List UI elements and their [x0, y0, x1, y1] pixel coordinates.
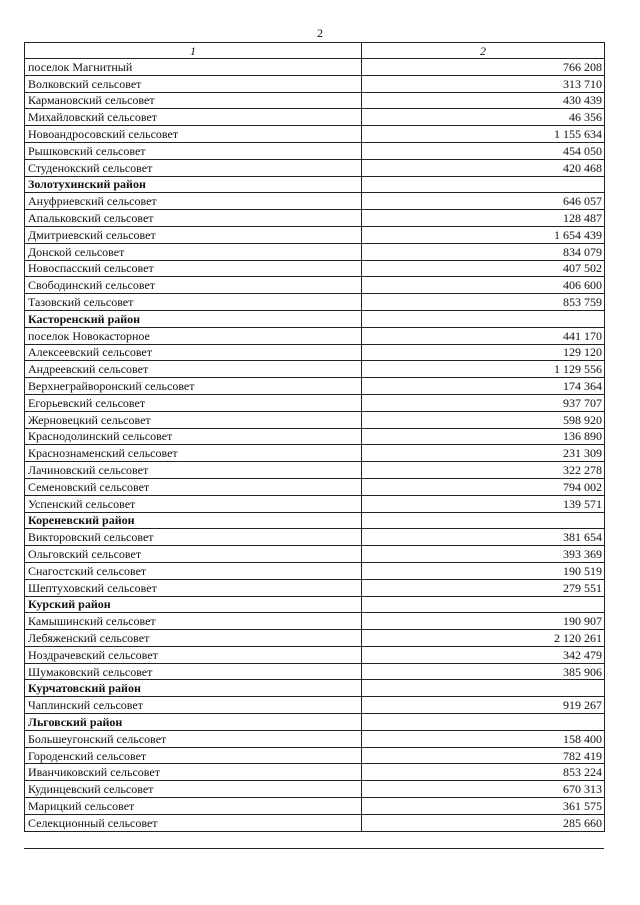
table-row	[25, 260, 605, 277]
amount-value: 174 364	[362, 378, 605, 395]
page-number: 2	[317, 26, 323, 40]
column-number-2: 2	[362, 43, 605, 59]
municipality-name: Новоандросовский сельсовет	[25, 126, 362, 143]
table-row	[25, 142, 605, 159]
municipality-name: Кудинцевский сельсовет	[25, 781, 362, 798]
table-row	[25, 613, 605, 630]
municipality-name: Рышковский сельсовет	[25, 142, 362, 159]
table-row	[25, 579, 605, 596]
table-row	[25, 277, 605, 294]
municipality-name: Донской сельсовет	[25, 243, 362, 260]
amount-value: 231 309	[362, 445, 605, 462]
amount-value: 158 400	[362, 730, 605, 747]
amount-value: 937 707	[362, 394, 605, 411]
table-row	[25, 159, 605, 176]
table-row	[25, 59, 605, 76]
municipality-name: Апальковский сельсовет	[25, 210, 362, 227]
table-row	[25, 462, 605, 479]
municipality-name: Свободинский сельсовет	[25, 277, 362, 294]
municipality-name: Жерновецкий сельсовет	[25, 411, 362, 428]
table-row	[25, 814, 605, 831]
municipality-name: Лебяженский сельсовет	[25, 630, 362, 647]
municipality-name: Волковский сельсовет	[25, 75, 362, 92]
municipality-name: поселок Новокасторное	[25, 327, 362, 344]
municipality-name: Шептуховский сельсовет	[25, 579, 362, 596]
amount-value: 919 267	[362, 697, 605, 714]
district-name: Курский район	[25, 596, 362, 613]
municipality-name: Лачиновский сельсовет	[25, 462, 362, 479]
municipality-name: Андреевский сельсовет	[25, 361, 362, 378]
table-row	[25, 243, 605, 260]
amount-value: 129 120	[362, 344, 605, 361]
district-name: Кореневский район	[25, 512, 362, 529]
municipality-name: Камышинский сельсовет	[25, 613, 362, 630]
table-row	[25, 109, 605, 126]
municipality-name: Кармановский сельсовет	[25, 92, 362, 109]
table-row	[25, 798, 605, 815]
municipality-name: Ноздрачевский сельсовет	[25, 646, 362, 663]
table-row	[25, 546, 605, 563]
amount-value: 385 906	[362, 663, 605, 680]
amount-value: 430 439	[362, 92, 605, 109]
amount-value: 2 120 261	[362, 630, 605, 647]
municipality-name: Краснодолинский сельсовет	[25, 428, 362, 445]
table-row	[25, 344, 605, 361]
amount-value: 420 468	[362, 159, 605, 176]
amount-value: 381 654	[362, 529, 605, 546]
district-name: Курчатовский район	[25, 680, 362, 697]
municipality-name: Краснознаменский сельсовет	[25, 445, 362, 462]
table-row	[25, 92, 605, 109]
municipality-name: Тазовский сельсовет	[25, 294, 362, 311]
municipality-name: Верхнеграйворонский сельсовет	[25, 378, 362, 395]
municipality-name: Селекционный сельсовет	[25, 814, 362, 831]
table-row	[25, 697, 605, 714]
table-row	[25, 378, 605, 395]
table-row	[25, 445, 605, 462]
amount-value: 834 079	[362, 243, 605, 260]
table-row	[25, 193, 605, 210]
amount-value: 853 759	[362, 294, 605, 311]
page-bottom-divider	[24, 848, 604, 849]
table-row	[25, 75, 605, 92]
district-row	[25, 310, 605, 327]
amount-value: 136 890	[362, 428, 605, 445]
table-row	[25, 394, 605, 411]
municipality-name: Михайловский сельсовет	[25, 109, 362, 126]
amount-value: 853 224	[362, 764, 605, 781]
amount-value	[362, 512, 605, 529]
amount-value: 139 571	[362, 495, 605, 512]
amount-value: 285 660	[362, 814, 605, 831]
table-row	[25, 630, 605, 647]
table-row	[25, 327, 605, 344]
municipality-name: Шумаковский сельсовет	[25, 663, 362, 680]
table-row	[25, 730, 605, 747]
table-row	[25, 226, 605, 243]
amount-value: 454 050	[362, 142, 605, 159]
table-row	[25, 646, 605, 663]
district-name: Касторенский район	[25, 310, 362, 327]
amount-value: 782 419	[362, 747, 605, 764]
budget-allocation-table	[24, 42, 605, 832]
amount-value	[362, 714, 605, 731]
amount-value: 407 502	[362, 260, 605, 277]
municipality-name: Иванчиковский сельсовет	[25, 764, 362, 781]
district-row	[25, 176, 605, 193]
municipality-name: Викторовский сельсовет	[25, 529, 362, 546]
table-row	[25, 495, 605, 512]
table-row	[25, 428, 605, 445]
table-row	[25, 764, 605, 781]
table-row	[25, 663, 605, 680]
amount-value	[362, 680, 605, 697]
amount-value: 279 551	[362, 579, 605, 596]
district-row	[25, 512, 605, 529]
amount-value	[362, 176, 605, 193]
district-row	[25, 714, 605, 731]
municipality-name: Новоспасский сельсовет	[25, 260, 362, 277]
amount-value: 1 654 439	[362, 226, 605, 243]
amount-value: 361 575	[362, 798, 605, 815]
table-row	[25, 411, 605, 428]
amount-value: 598 920	[362, 411, 605, 428]
amount-value: 190 519	[362, 562, 605, 579]
table-row	[25, 126, 605, 143]
amount-value: 46 356	[362, 109, 605, 126]
municipality-name: Снагостский сельсовет	[25, 562, 362, 579]
amount-value: 322 278	[362, 462, 605, 479]
amount-value: 766 208	[362, 59, 605, 76]
table-row	[25, 529, 605, 546]
table-row	[25, 294, 605, 311]
amount-value	[362, 310, 605, 327]
amount-value	[362, 596, 605, 613]
municipality-name: Ольговский сельсовет	[25, 546, 362, 563]
municipality-name: Успенский сельсовет	[25, 495, 362, 512]
table-body	[25, 59, 605, 832]
column-number-1: 1	[25, 43, 362, 59]
amount-value: 342 479	[362, 646, 605, 663]
amount-value: 794 002	[362, 478, 605, 495]
municipality-name: Семеновский сельсовет	[25, 478, 362, 495]
municipality-name: Алексеевский сельсовет	[25, 344, 362, 361]
table-row	[25, 210, 605, 227]
amount-value: 670 313	[362, 781, 605, 798]
table-row	[25, 747, 605, 764]
amount-value: 406 600	[362, 277, 605, 294]
municipality-name: поселок Магнитный	[25, 59, 362, 76]
municipality-name: Егорьевский сельсовет	[25, 394, 362, 411]
amount-value: 313 710	[362, 75, 605, 92]
amount-value: 441 170	[362, 327, 605, 344]
amount-value: 393 369	[362, 546, 605, 563]
amount-value: 190 907	[362, 613, 605, 630]
amount-value: 1 129 556	[362, 361, 605, 378]
municipality-name: Дмитриевский сельсовет	[25, 226, 362, 243]
municipality-name: Студенокский сельсовет	[25, 159, 362, 176]
table-row	[25, 781, 605, 798]
district-row	[25, 680, 605, 697]
amount-value: 646 057	[362, 193, 605, 210]
amount-value: 128 487	[362, 210, 605, 227]
table-row	[25, 562, 605, 579]
municipality-name: Городенский сельсовет	[25, 747, 362, 764]
municipality-name: Марицкий сельсовет	[25, 798, 362, 815]
municipality-name: Чаплинский сельсовет	[25, 697, 362, 714]
district-name: Льговский район	[25, 714, 362, 731]
table-row	[25, 478, 605, 495]
amount-value: 1 155 634	[362, 126, 605, 143]
table-row	[25, 361, 605, 378]
district-name: Золотухинский район	[25, 176, 362, 193]
column-number-row	[25, 43, 605, 59]
municipality-name: Большеугонский сельсовет	[25, 730, 362, 747]
district-row	[25, 596, 605, 613]
municipality-name: Ануфриевский сельсовет	[25, 193, 362, 210]
